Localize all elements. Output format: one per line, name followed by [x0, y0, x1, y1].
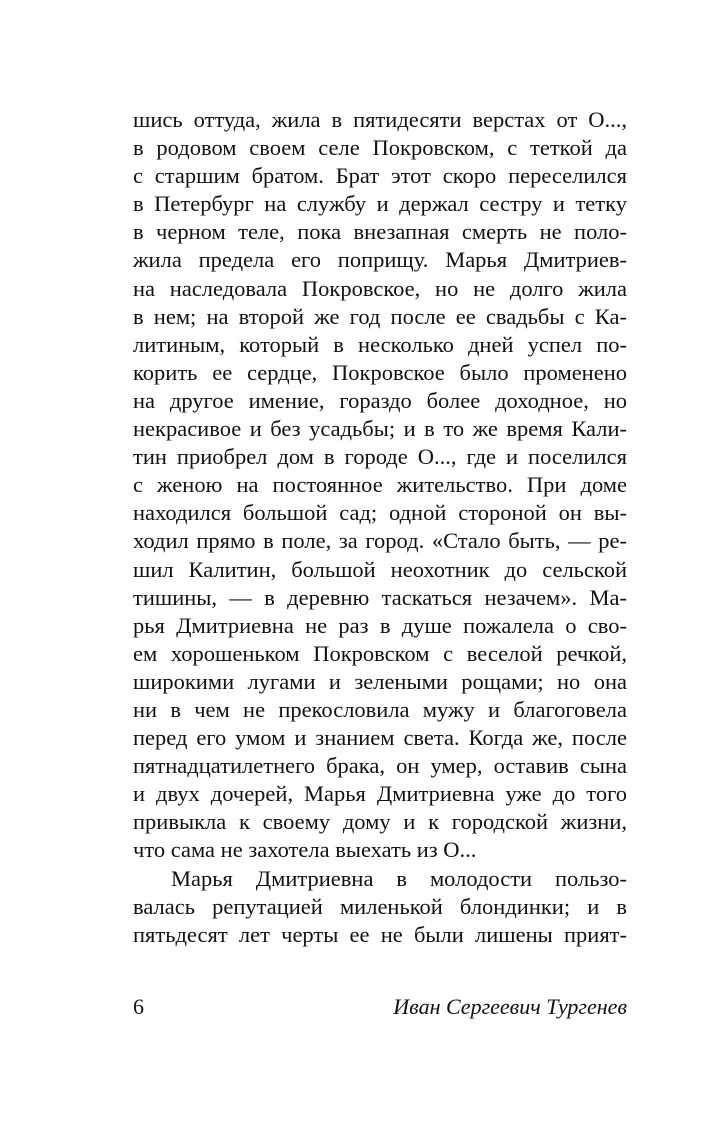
text-line: перед его умом и знанием света. Когда же, после: [133, 725, 627, 751]
text-line: с старшим братом. Брат этот скоро переселился: [133, 163, 627, 189]
text-line: рья Дмитриевна не раз в душе пожалела о сво-: [133, 612, 627, 638]
text-line: шись оттуда, жила в пятидесяти верстах от О...,: [133, 107, 627, 132]
text-line: некрасивое и без усадьбы; и в то же время Кали-: [133, 416, 627, 442]
text-line: ходил прямо в поле, за город. «Стало быть, — ре-: [133, 528, 627, 554]
paragraph-2: [133, 865, 627, 949]
paragraph-1: [133, 106, 627, 865]
text-line: на наследовала Покровское, но не долго жила: [133, 275, 627, 301]
text-line: находился большой сад; одной стороной он вы-: [133, 500, 627, 526]
text-line: привыкла к своему дому и к городской жизни,: [133, 809, 627, 835]
text-line: валась репутацией миленькой блондинки; и в: [133, 893, 627, 919]
body-text: [133, 106, 627, 949]
text-line: и двух дочерей, Марья Дмитриевна уже до того: [133, 781, 627, 807]
text-line: пятнадцатилетнего брака, он умер, оставив сына: [133, 753, 627, 779]
text-line: что сама не захотела выехать из О...: [133, 837, 477, 863]
text-line: жила предела его поприщу. Марья Дмитриев-: [133, 247, 627, 273]
text-line: в нем; на второй же год после ее свадьбы с Ка-: [133, 303, 627, 329]
text-line: в черном теле, пока внезапная смерть не поло-: [133, 219, 627, 245]
text-line: тин приобрел дом в городе О..., где и поселился: [133, 444, 627, 470]
text-line: с женою на постоянное жительство. При доме: [133, 472, 627, 498]
text-line: пятьдесят лет черты ее не были лишены прият-: [133, 921, 627, 947]
running-footer-author: Иван Сергеевич Тургенев: [393, 994, 627, 1019]
text-line: широкими лугами и зелеными рощами; но она: [133, 668, 627, 694]
text-line: тишины, — в деревню таскаться незачем». Ма-: [133, 584, 627, 610]
text-line: корить ее сердце, Покровское было променено: [133, 359, 627, 385]
page-number: 6: [133, 994, 144, 1019]
text-line: на другое имение, гораздо более доходное, но: [133, 387, 627, 413]
text-line: литиным, который в несколько дней успел по-: [133, 331, 627, 357]
text-line: Марья Дмитриевна в молодости пользо-: [171, 865, 627, 891]
text-line: шил Калитин, большой неохотник до сельской: [133, 556, 627, 582]
text-line: ем хорошеньком Покровском с веселой речкой,: [133, 640, 627, 666]
text-line: в родовом своем селе Покровском, с теткой да: [133, 135, 627, 161]
text-line: ни в чем не прекословила мужу и благоговела: [133, 696, 627, 722]
text-line: в Петербург на службу и держал сестру и тетку: [133, 191, 627, 217]
